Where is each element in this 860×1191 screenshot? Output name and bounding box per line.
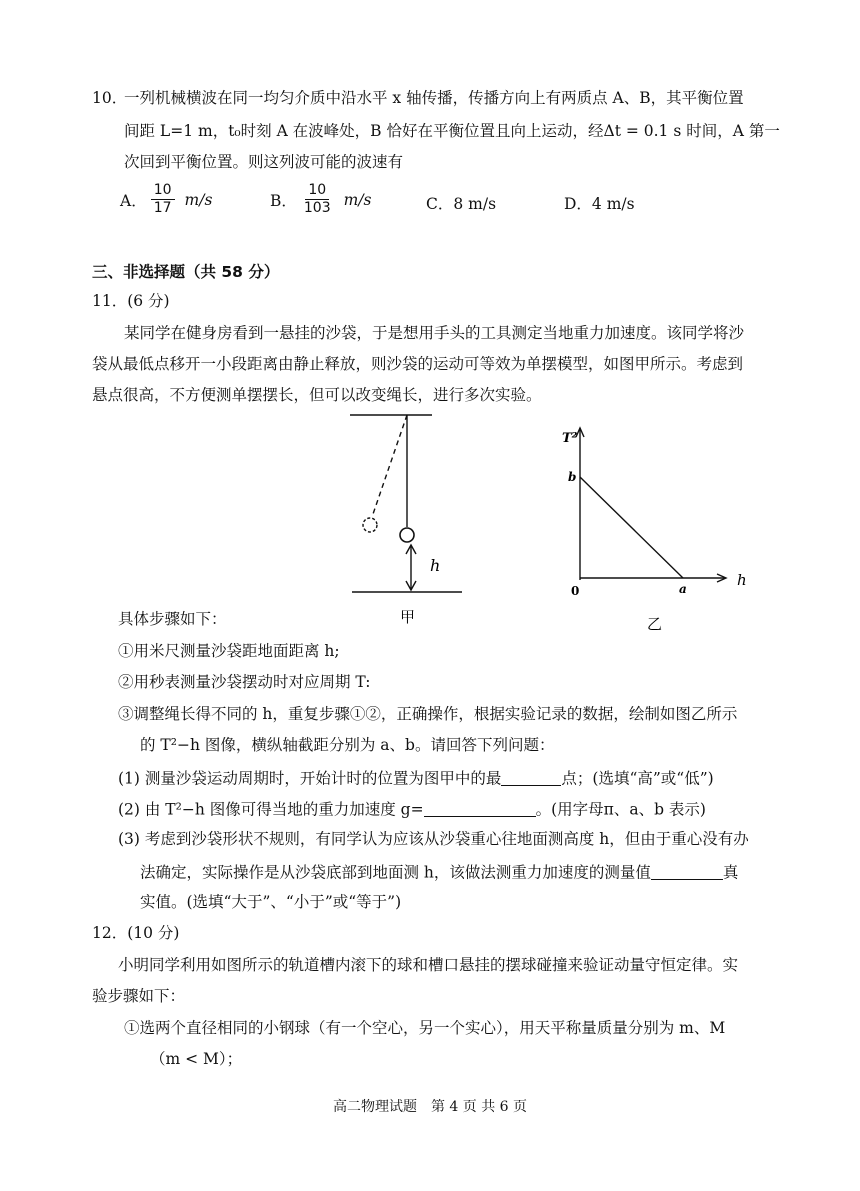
figure-pendulum <box>345 405 475 630</box>
sub2-answer-blank[interactable] <box>424 800 536 817</box>
q10-option-a <box>120 183 212 217</box>
q10-text-line3: 次回到平衡位置。则这列波可能的波速有 <box>124 153 404 171</box>
graph-line <box>580 477 683 578</box>
q12-intro-line2: 验步骤如下： <box>92 987 186 1005</box>
height-label: h <box>430 556 441 575</box>
displaced-string-dashed <box>372 415 407 517</box>
sub2-text-before: (2) 由 T²−h 图像可得当地的重力加速度 g= <box>118 800 424 819</box>
q11-step3-line2: 的 T²−h 图像，横纵轴截距分别为 a、b。请回答下列问题： <box>140 736 555 754</box>
q11-intro-line1: 某同学在健身房看到一悬挂的沙袋，于是想用手头的工具测定当地重力加速度。该同学将沙 <box>124 324 745 342</box>
option-b-numerator: 10 <box>305 183 329 200</box>
q11-number: 11．(6 分) <box>92 292 170 310</box>
intercept-a-label: a <box>679 582 687 596</box>
q10-option-c: C．8 m/s <box>426 195 497 213</box>
q11-subquestion-1 <box>118 769 714 787</box>
q11-intro-line3: 悬点很高，不方便测单摆摆长，但可以改变绳长，进行多次实验。 <box>92 386 542 404</box>
q10-text-line2: 间距 L=1 m，t₀时刻 A 在波峰处，B 恰好在平衡位置且向上运动，经Δt = 0.1 s 时间，A 第一 <box>124 122 780 140</box>
sub2-text-after: 。(用字母π、a、b 表示) <box>535 800 706 819</box>
q10-option-b <box>270 183 372 217</box>
y-axis-label: T² <box>562 431 578 446</box>
option-b-unit: m/s <box>343 190 372 209</box>
x-axis-label: h <box>737 571 747 589</box>
figure-graph <box>555 420 765 640</box>
option-b-denominator: 103 <box>303 200 331 217</box>
option-b-label: B． <box>270 191 297 210</box>
option-a-fraction <box>151 183 175 217</box>
sub1-text-after: 点；(选填“高”或“低”) <box>561 769 714 788</box>
q12-intro-line1: 小明同学利用如图所示的轨道槽内滚下的球和槽口悬挂的摆球碰撞来验证动量守恒定律。实 <box>118 956 739 974</box>
option-b-fraction <box>301 183 334 217</box>
option-a-label: A． <box>120 191 147 210</box>
q11-subquestion-2 <box>118 800 706 818</box>
figure-jia-caption: 甲 <box>400 608 416 626</box>
sub3-answer-blank[interactable] <box>651 863 723 880</box>
sub1-answer-blank[interactable] <box>501 769 561 786</box>
figure-yi-caption: 乙 <box>647 615 663 633</box>
q12-step1-line2: （m < M）； <box>150 1050 243 1068</box>
q11-steps-intro: 具体步骤如下： <box>118 610 227 628</box>
q11-subquestion-3-line1: (3) 考虑到沙袋形状不规则，有同学认为应该从沙袋重心往地面测高度 h，但由于重心没有办 <box>118 830 749 848</box>
pendulum-bob <box>400 528 414 542</box>
sub3-text-after: 真 <box>722 863 739 882</box>
q10-number: 10． <box>92 89 128 107</box>
q12-number: 12．(10 分) <box>92 924 180 942</box>
sub3-text-before: 法确定，实际操作是从沙袋底部到地面测 h，该做法测重力加速度的测量值 <box>140 863 651 882</box>
q11-subquestion-3-line3: 实值。(选填“大于”、“小于”或“等于”) <box>140 893 402 911</box>
displaced-bob-dashed <box>363 518 377 532</box>
origin-label: 0 <box>571 584 580 598</box>
q11-step1: ①用米尺测量沙袋距地面距离 h; <box>118 642 340 660</box>
section-title: 三、非选择题（共 58 分） <box>92 263 280 281</box>
option-a-unit: m/s <box>184 190 213 209</box>
q12-step1-line1: ①选两个直径相同的小钢球（有一个空心，另一个实心），用天平称量质量分别为 m、M <box>124 1019 726 1037</box>
q11-step3-line1: ③调整绳长得不同的 h，重复步骤①②，正确操作，根据实验记录的数据，绘制如图乙所示 <box>118 705 738 723</box>
intercept-b-label: b <box>568 470 577 484</box>
q11-step2: ②用秒表测量沙袋摆动时对应周期 T: <box>118 673 371 691</box>
q10-text-line1: 一列机械横波在同一均匀介质中沿水平 x 轴传播，传播方向上有两质点 A、B，其平衡位置 <box>124 89 744 107</box>
q10-option-d: D．4 m/s <box>564 195 635 213</box>
option-a-denominator: 17 <box>153 200 172 217</box>
sub1-text-before: (1) 测量沙袋运动周期时，开始计时的位置为图甲中的最 <box>118 769 502 788</box>
option-a-numerator: 10 <box>151 183 175 200</box>
q11-subquestion-3-line2 <box>140 863 738 881</box>
page-footer: 高二物理试题 第 4 页 共 6 页 <box>332 1099 528 1115</box>
q11-intro-line2: 袋从最低点移开一小段距离由静止释放，则沙袋的运动可等效为单摆模型，如图甲所示。考虑到 <box>92 355 744 373</box>
